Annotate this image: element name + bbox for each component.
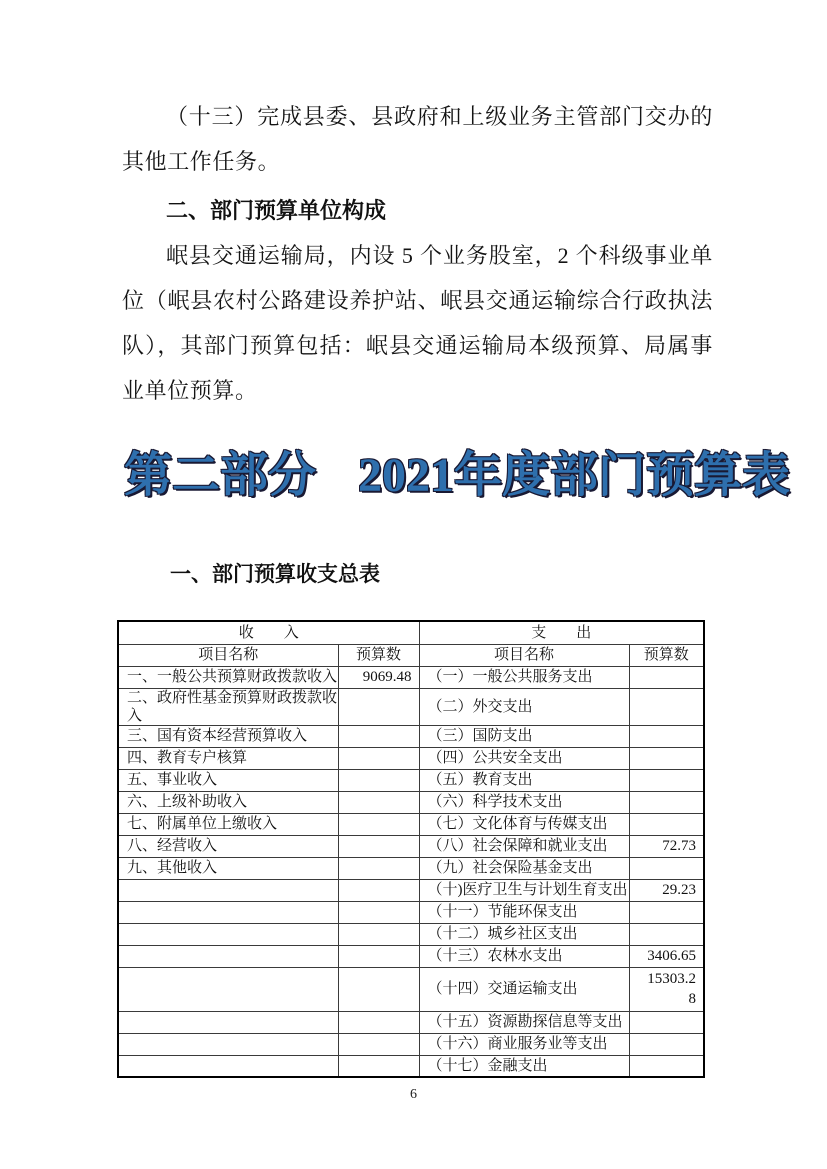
- expense-value-cell: [629, 857, 704, 879]
- part-title-text: 2021年度部门预算表: [358, 449, 791, 502]
- budget-table-row: [118, 967, 704, 1011]
- expense-value-cell: [629, 747, 704, 769]
- income-item-cell: 一、一般公共预算财政拨款收入: [118, 666, 338, 688]
- budget-table-row: [118, 1011, 704, 1033]
- part-title-number: 第二部分: [124, 449, 317, 502]
- expense-item-cell: （十)医疗卫生与计划生育支出: [419, 879, 629, 901]
- expense-item-cell: （十四）交通运输支出: [419, 967, 629, 1011]
- expense-value-cell: [629, 769, 704, 791]
- expense-value-cell: [629, 1055, 704, 1077]
- income-item-cell: 四、教育专户核算: [118, 747, 338, 769]
- table-column-header-row: [118, 644, 704, 666]
- expense-item-column-header: 项目名称: [419, 644, 629, 666]
- income-value-cell: [338, 813, 419, 835]
- income-item-cell: 九、其他收入: [118, 857, 338, 879]
- paragraph-tasks: （十三）完成县委、县政府和上级业务主管部门交办的其他工作任务。: [122, 104, 713, 174]
- expense-value-cell: [629, 945, 704, 967]
- expense-value-cell: [629, 791, 704, 813]
- expense-value-cell: [629, 666, 704, 688]
- income-value-cell: [338, 945, 419, 967]
- expense-item-cell: （九）社会保险基金支出: [419, 857, 629, 879]
- budget-table-row: [118, 945, 704, 967]
- expense-group-header: 支 出: [419, 621, 704, 644]
- expense-item-cell: （三）国防支出: [419, 725, 629, 747]
- expense-value-cell: [629, 1011, 704, 1033]
- expense-item-cell: （十一）节能环保支出: [419, 901, 629, 923]
- budget-table-row: [118, 688, 704, 725]
- income-item-cell: 三、国有资本经营预算收入: [118, 725, 338, 747]
- income-item-cell: [118, 1011, 338, 1033]
- income-value-cell: [338, 666, 419, 688]
- expense-value-cell: [629, 879, 704, 901]
- income-item-column-header: 项目名称: [118, 644, 338, 666]
- expense-value-cell: [629, 688, 704, 725]
- budget-table-row: [118, 1033, 704, 1055]
- expense-item-cell: （六）科学技术支出: [419, 791, 629, 813]
- expense-item-cell: （十五）资源勘探信息等支出: [419, 1011, 629, 1033]
- income-item-cell: [118, 879, 338, 901]
- paragraph-budget-units: 岷县交通运输局，内设 5 个业务股室，2 个科级事业单位（岷县农村公路建设养护站、岷县交通运输综合行政执法队），其部门预算包括：岷县交通运输局本级预算、局属事业单位预算。: [122, 243, 713, 403]
- expense-value-cell: [629, 901, 704, 923]
- expense-item-cell: （二）外交支出: [419, 688, 629, 725]
- budget-value: 3406.65: [647, 948, 697, 964]
- income-value-cell: [338, 967, 419, 1011]
- part-title: [124, 439, 827, 513]
- budget-table-body: [118, 666, 704, 1077]
- income-item-cell: [118, 1033, 338, 1055]
- budget-summary-table: [117, 620, 705, 1078]
- expense-item-cell: （一）一般公共服务支出: [419, 666, 629, 688]
- income-value-cell: [338, 769, 419, 791]
- income-item-cell: [118, 923, 338, 945]
- budget-table-row: [118, 791, 704, 813]
- expense-value-cell: [629, 725, 704, 747]
- budget-table-row: [118, 813, 704, 835]
- income-value-cell: [338, 791, 419, 813]
- expense-item-cell: （十六）商业服务业等支出: [419, 1033, 629, 1055]
- income-value-cell: [338, 857, 419, 879]
- income-item-cell: 七、附属单位上缴收入: [118, 813, 338, 835]
- expense-item-cell: （十七）金融支出: [419, 1055, 629, 1077]
- budget-table-row: [118, 857, 704, 879]
- income-value-cell: [338, 1055, 419, 1077]
- income-value-cell: [338, 835, 419, 857]
- income-value-cell: [338, 923, 419, 945]
- income-value-cell: [338, 1033, 419, 1055]
- expense-budget-column-header: 预算数: [629, 644, 704, 666]
- income-item-cell: 五、事业收入: [118, 769, 338, 791]
- section-heading-budget-units: 二、部门预算单位构成: [166, 198, 387, 223]
- expense-value-cell: [629, 813, 704, 835]
- income-value-cell: [338, 747, 419, 769]
- budget-table-row: [118, 769, 704, 791]
- income-budget-column-header: 预算数: [338, 644, 419, 666]
- expense-item-cell: （十二）城乡社区支出: [419, 923, 629, 945]
- income-group-header: 收 入: [118, 621, 419, 644]
- income-item-cell: 八、经营收入: [118, 835, 338, 857]
- budget-table-row: [118, 747, 704, 769]
- expense-item-cell: （五）教育支出: [419, 769, 629, 791]
- table-section-heading: 一、部门预算收支总表: [170, 563, 380, 586]
- expense-value-cell: [629, 923, 704, 945]
- income-item-cell: [118, 1055, 338, 1077]
- income-value-cell: [338, 901, 419, 923]
- budget-value: 15303.28: [647, 971, 697, 1007]
- income-item-cell: 六、上级补助收入: [118, 791, 338, 813]
- budget-table-row: [118, 901, 704, 923]
- expense-value-cell: [629, 835, 704, 857]
- expense-item-cell: （七）文化体育与传媒支出: [419, 813, 629, 835]
- budget-table-row: [118, 835, 704, 857]
- budget-table-row: [118, 879, 704, 901]
- income-item-cell: [118, 945, 338, 967]
- page-number: 6: [410, 1087, 417, 1102]
- expense-item-cell: （四）公共安全支出: [419, 747, 629, 769]
- income-value-cell: [338, 725, 419, 747]
- income-item-cell: [118, 901, 338, 923]
- budget-value: 72.73: [662, 838, 697, 854]
- expense-value-cell: [629, 1033, 704, 1055]
- income-value-cell: [338, 1011, 419, 1033]
- budget-table-row: [118, 923, 704, 945]
- income-item-cell: [118, 967, 338, 1011]
- expense-item-cell: （八）社会保障和就业支出: [419, 835, 629, 857]
- budget-value: 29.23: [662, 882, 697, 898]
- budget-table-row: [118, 725, 704, 747]
- income-item-cell: 二、政府性基金预算财政拨款收入: [118, 688, 338, 725]
- table-group-header-row: [118, 621, 704, 644]
- budget-value: 9069.48: [362, 669, 412, 685]
- income-value-cell: [338, 688, 419, 725]
- income-value-cell: [338, 879, 419, 901]
- expense-value-cell: [629, 967, 704, 1011]
- budget-table-row: [118, 1055, 704, 1077]
- expense-item-cell: （十三）农林水支出: [419, 945, 629, 967]
- budget-table-row: [118, 666, 704, 688]
